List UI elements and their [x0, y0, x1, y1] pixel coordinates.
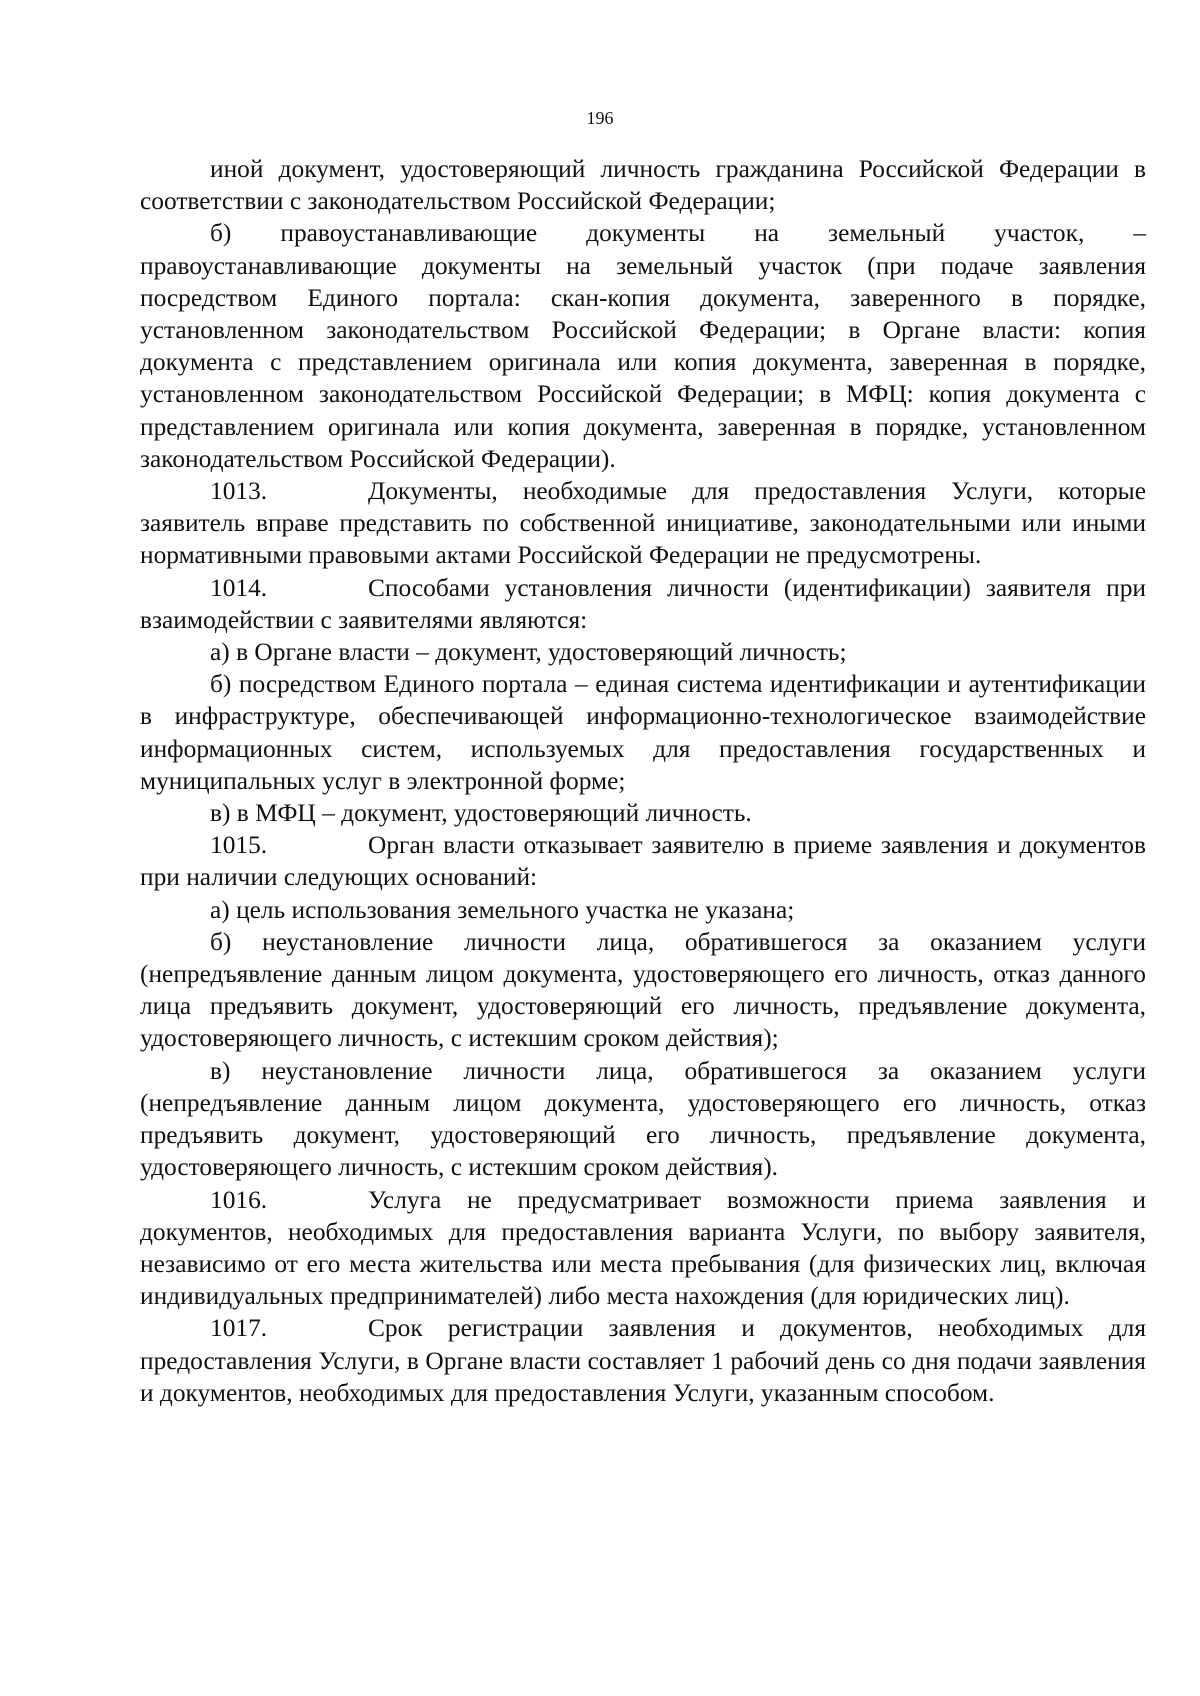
paragraph-text: Орган власти отказывает заявителю в приеме заявления и документов при наличии следующих оснований: [140, 831, 1146, 892]
paragraph-text: б) неустановление личности лица, обратившегося за оказанием услуги (непредъявление данным лицом документа, удостоверяющего его личность, отказ данного лица предъявить документ, удостоверяющий его личность, предъявление документа, удостоверяющего личность, с истекшим сроком действия); [140, 927, 1146, 1053]
paragraph-number: 1016. [210, 1185, 268, 1214]
paragraph-number: 1014. [210, 573, 268, 602]
paragraph-1013 [140, 475, 1146, 572]
paragraph-text: а) цель использования земельного участка не указана; [210, 895, 795, 924]
paragraph-text: б) правоустанавливающие документы на земельный участок, – правоустанавливающие документы на земельный участок (при подаче заявления посредством Единого портала: скан-копия документа, заверенного в порядке, установленном законодательством Российской Федерации; в Органе власти: копия документа с представлением оригинала или копия документа, заверенная в порядке, установленном законодательством Российской Федерации; в МФЦ: копия документа с представлением оригинала или копия документа, заверенная в порядке, установленном законодательством Российской Федерации). [140, 219, 1146, 473]
document-body [140, 153, 1146, 1409]
paragraph-1016 [140, 1184, 1146, 1313]
paragraph-text: в) в МФЦ – документ, удостоверяющий личность. [210, 799, 752, 828]
paragraph-item-b [140, 668, 1146, 797]
paragraph-text: Способами установления личности (идентификации) заявителя при взаимодействии с заявителями являются: [140, 573, 1146, 634]
paragraph-1017 [140, 1312, 1146, 1409]
paragraph-text: в) неустановление личности лица, обратившегося за оказанием услуги (непредъявление данным лицом документа, удостоверяющего его личность, отказ предъявить документ, удостоверяющий его личность, предъявление документа, удостоверяющего личность, с истекшим сроком действия). [140, 1056, 1146, 1182]
paragraph-item-a [140, 636, 1146, 668]
page-number: 196 [586, 108, 614, 128]
paragraph-item-b-title-docs [140, 217, 1146, 475]
paragraph-text: Срок регистрации заявления и документов, необходимых для предоставления Услуги, в Органе власти составляет 1 рабочий день со дня подачи заявления и документов, необходимых для предоставления Услуги, указанным способом. [140, 1314, 1146, 1407]
paragraph-item-a [140, 894, 1146, 926]
paragraph-number: 1017. [210, 1314, 268, 1343]
paragraph-item-v [140, 1055, 1146, 1184]
paragraph-text: б) посредством Единого портала – единая система идентификации и аутентификации в инфраструктуре, обеспечивающей информационно-технологическое взаимодействие информационных систем, используемых для предоставления государственных и муниципальных услуг в электронной форме; [140, 670, 1146, 795]
paragraph-text: Документы, необходимые для предоставления Услуги, которые заявитель вправе представить по собственной инициативе, законодательными или иными нормативными правовыми актами Российской Федерации не предусмотрены. [140, 477, 1146, 570]
paragraph-text: иной документ, удостоверяющий личность гражданина Российской Федерации в соответствии с законодательством Российской Федерации; [140, 155, 1146, 216]
paragraph-continuation [140, 153, 1146, 217]
paragraph-item-v [140, 797, 1146, 829]
paragraph-1014 [140, 572, 1146, 636]
paragraph-text: а) в Органе власти – документ, удостоверяющий личность; [210, 638, 847, 667]
paragraph-number: 1013. [210, 477, 268, 506]
paragraph-number: 1015. [210, 831, 268, 860]
paragraph-1015 [140, 829, 1146, 893]
paragraph-item-b [140, 926, 1146, 1055]
paragraph-text: Услуга не предусматривает возможности приема заявления и документов, необходимых для предоставления варианта Услуги, по выбору заявителя, независимо от его места жительства или места пребывания (для физических лиц, включая индивидуальных предпринимателей) либо места нахождения (для юридических лиц). [140, 1185, 1146, 1311]
